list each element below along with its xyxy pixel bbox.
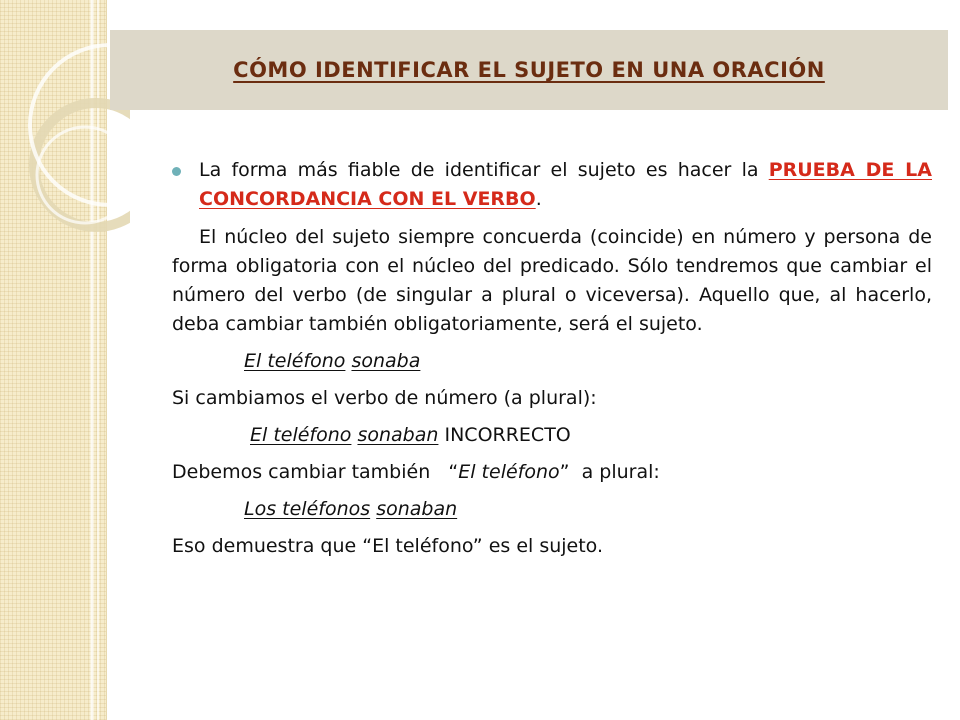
title-bar [110, 30, 948, 110]
conclusion-line: Eso demuestra que “El teléfono” es el sujeto. [172, 535, 604, 557]
bullet-item [172, 156, 932, 214]
slide-title: CÓMO IDENTIFICAR EL SUJETO EN UNA ORACIÓN [233, 58, 825, 82]
slide-content [172, 156, 932, 561]
quote-close: ” [559, 461, 570, 483]
plural-instruction-line [172, 458, 932, 487]
bullet-text: La forma más fiable de identificar el sujeto es hacer la [199, 159, 769, 181]
example-1 [172, 347, 932, 376]
bullet-period: . [535, 188, 542, 210]
example-2-verb: sonaban [357, 424, 439, 446]
example-2-subject: El teléfono [250, 424, 352, 446]
decorative-side-band [0, 0, 107, 720]
bullet-dot-icon [172, 167, 181, 176]
plural-instruction-after: a plural: [575, 461, 660, 483]
example-3-verb: sonaban [376, 498, 458, 520]
example-2-note: INCORRECTO [444, 424, 571, 446]
quoted-subject: El teléfono [458, 461, 560, 483]
example-1-subject: El teléfono [244, 350, 346, 372]
quote-open: “ [448, 461, 459, 483]
example-3 [172, 495, 932, 524]
instruction-line: Si cambiamos el verbo de número (a plural): [172, 387, 597, 409]
explanation-paragraph: El núcleo del sujeto siempre concuerda (coincide) en número y persona de forma obligatoria con el núcleo del predicado. Sólo tendremos que cambiar el número del verbo (de singular a plural o viceversa). Aquello que, al hacerlo, deba cambiar también obligatoriamente, será el sujeto. [172, 226, 932, 335]
example-2 [172, 421, 932, 450]
bullet-highlight: PRUEBA DE LA CONCORDANCIA CON EL VERBO [199, 159, 932, 210]
plural-instruction-before: Debemos cambiar también [172, 461, 437, 483]
example-3-subject: Los teléfonos [244, 498, 371, 520]
example-1-verb: sonaba [351, 350, 421, 372]
